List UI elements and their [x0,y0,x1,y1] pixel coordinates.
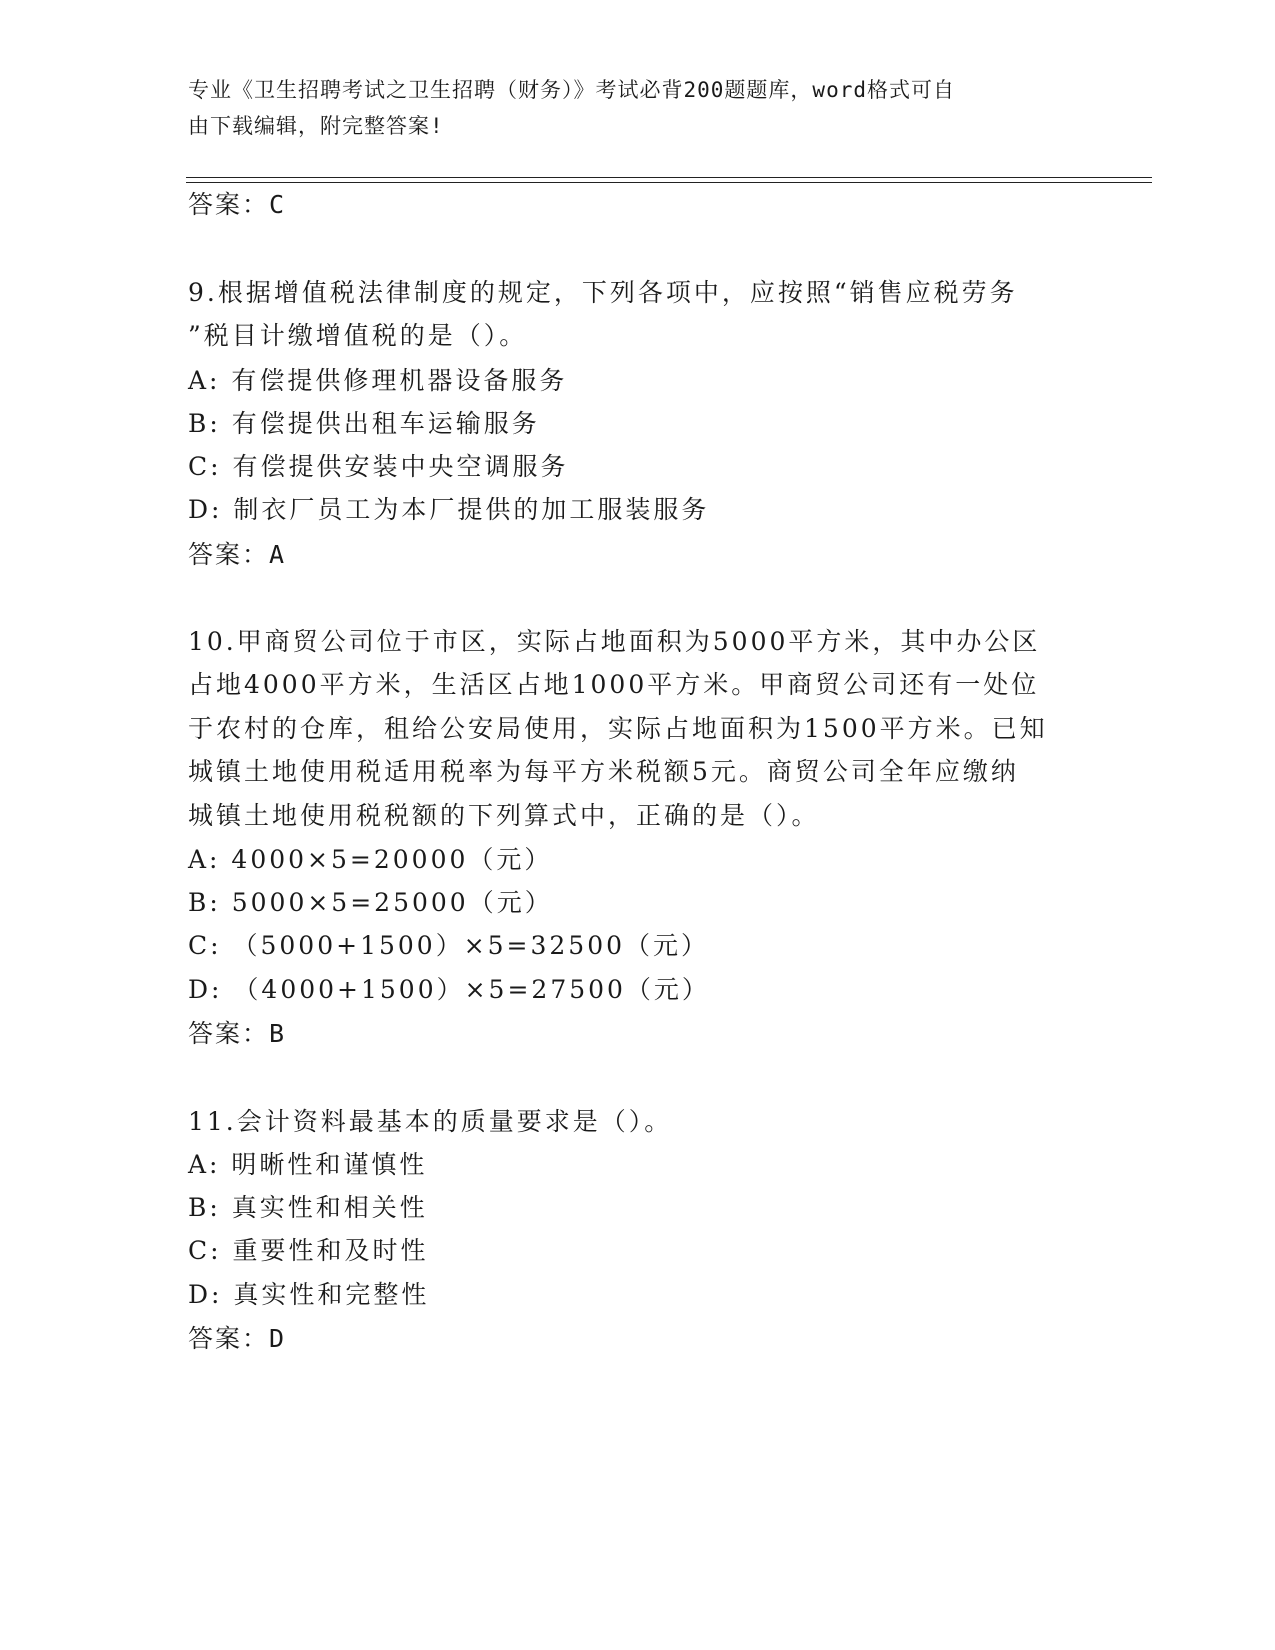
q11-option-a: A: 明晰性和谨慎性 [188,1150,428,1179]
q10-option-b: B: 5000×5=25000（元） [188,888,553,917]
answer-q9: 答案：A [188,540,287,569]
q9-stem-line-1: 9.根据增值税法律制度的规定，下列各项中，应按照“销售应税劳务 [188,278,1018,307]
q9-stem-line-2: ”税目计缴增值税的是（）。 [188,321,528,350]
answer-q11: 答案：D [188,1324,287,1353]
q10-stem-line-1: 10.甲商贸公司位于市区，实际占地面积为5000平方米，其中办公区 [188,627,1041,656]
q9-option-c: C: 有偿提供安装中央空调服务 [188,452,569,481]
header-line-2: 由下载编辑，附完整答案! [188,114,444,138]
q11-stem-line-1: 11.会计资料最基本的质量要求是（）。 [188,1107,673,1136]
q10-option-a: A: 4000×5=20000（元） [188,845,553,874]
q11-option-b: B: 真实性和相关性 [188,1193,428,1222]
q11-option-c: C: 重要性和及时性 [188,1236,429,1265]
q9-option-a: A: 有偿提供修理机器设备服务 [188,366,568,395]
q9-option-b: B: 有偿提供出租车运输服务 [188,409,540,438]
q10-stem-line-3: 于农村的仓库，租给公安局使用，实际占地面积为1500平方米。已知 [188,714,1048,743]
q10-option-d: D: （4000+1500）×5=27500（元） [188,975,710,1004]
q9-option-d: D: 制衣厂员工为本厂提供的加工服装服务 [188,495,710,524]
q10-stem-line-2: 占地4000平方米，生活区占地1000平方米。甲商贸公司还有一处位 [188,670,1040,699]
header-divider-top [186,177,1152,178]
answer-q8: 答案：C [188,190,287,219]
answer-q10: 答案：B [188,1019,287,1048]
q11-option-d: D: 真实性和完整性 [188,1280,430,1309]
q10-stem-line-4: 城镇土地使用税适用税率为每平方米税额5元。商贸公司全年应缴纳 [188,757,1019,786]
document-header [188,72,1068,144]
q10-option-c: C: （5000+1500）×5=32500（元） [188,931,710,960]
header-divider-bottom [186,182,1152,183]
q10-stem-line-5: 城镇土地使用税税额的下列算式中，正确的是（）。 [188,801,820,830]
header-line-1: 专业《卫生招聘考试之卫生招聘（财务）》考试必背200题题库，word格式可自 [188,78,955,102]
